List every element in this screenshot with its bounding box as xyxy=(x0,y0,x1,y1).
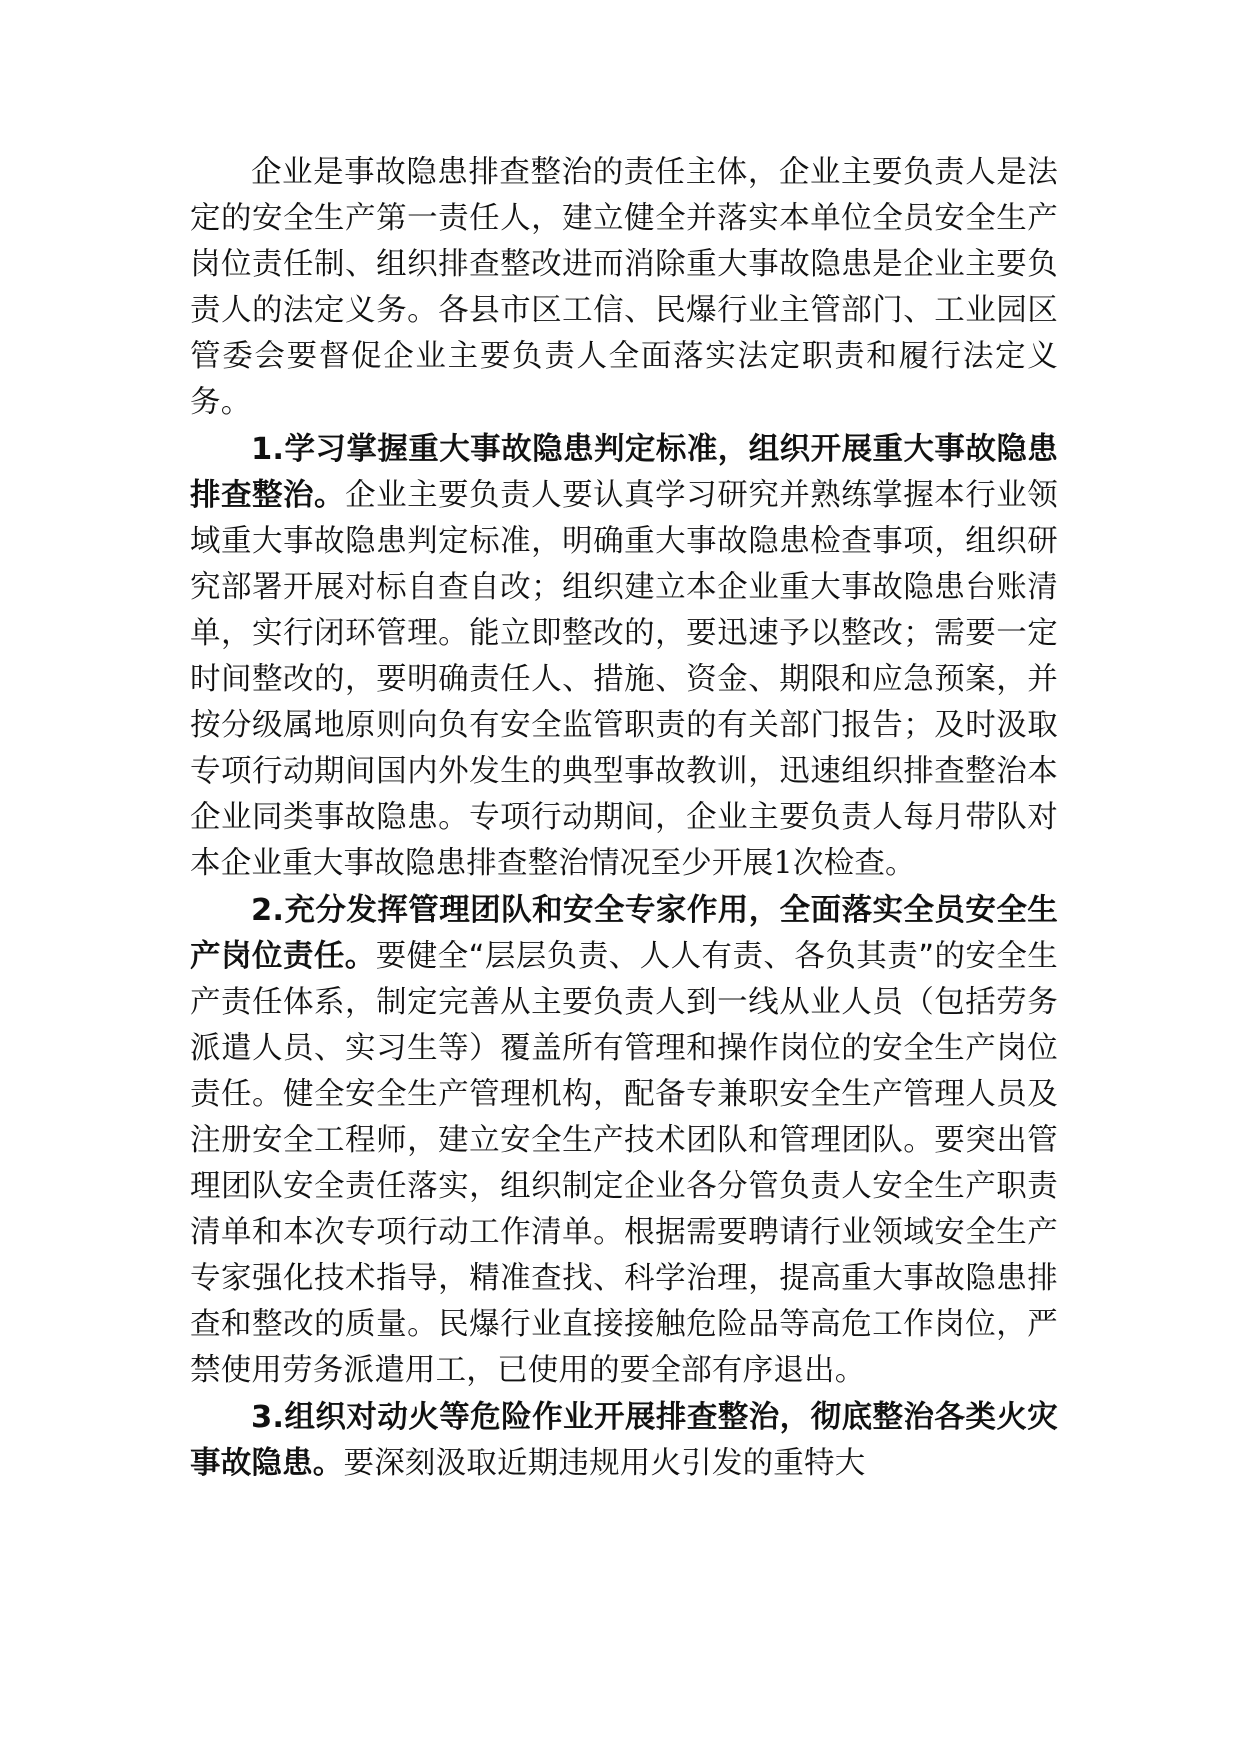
section-2-heading: 2.充分发挥管理团队和安全专家作用，全面落实全员安全生产岗位责任。 xyxy=(190,892,1058,974)
section-2-body: 要健全“层层负责、人人有责、各负其责”的安全生产责任体系，制定完善从主要负责人到一线从业人员（包括劳务派遣人员、实习生等）覆盖所有管理和操作岗位的安全生产岗位责任。健全安全生产管理机构，配备专兼职安全生产管理人员及注册安全工程师，建立安全生产技术团队和管理团队。要突出管理团队安全责任落实，组织制定企业各分管负责人安全生产职责清单和本次专项行动工作清单。根据需要聘请行业领域安全生产专家强化技术指导，精准查找、科学治理，提高重大事故隐患排查和整改的质量。民爆行业直接接触危险品等高危工作岗位，严禁使用劳务派遣用工，已使用的要全部有序退出。 xyxy=(190,938,1059,1389)
section-1-count: 1 xyxy=(773,846,793,882)
section-1-heading: 1.学习掌握重大事故隐患判定标准，组织开展重大事故隐患排查整治。 xyxy=(190,431,1058,513)
section-3-body: 要深刻汲取近期违规用火引发的重特大 xyxy=(343,1445,866,1481)
section-3-paragraph xyxy=(190,1395,1058,1487)
intro-paragraph-text: 企业是事故隐患排查整治的责任主体，企业主要负责人是法定的安全生产第一责任人，建立健全并落实本单位全员安全生产岗位责任制、组织排查整改进而消除重大事故隐患是企业主要负责人的法定义务。各县市区工信、民爆行业主管部门、工业园区管委会要督促企业主要负责人全面落实法定职责和履行法定义务。 xyxy=(190,155,1058,421)
section-1-tail: 次检查。 xyxy=(792,846,916,882)
section-2-paragraph xyxy=(190,888,1058,1395)
section-1-body: 企业主要负责人要认真学习研究并熟练掌握本行业领域重大事故隐患判定标准，明确重大事故隐患检查事项，组织研究部署开展对标自查自改；组织建立本企业重大事故隐患台账清单，实行闭环管理。能立即整改的，要迅速予以整改；需要一定时间整改的，要明确责任人、措施、资金、期限和应急预案，并按分级属地原则向负有安全监管职责的有关部门报告；及时汲取专项行动期间国内外发生的典型事故教训，迅速组织排查整治本企业同类事故隐患。专项行动期间，企业主要负责人每月带队对本企业重大事故隐患排查整治情况至少开展 xyxy=(190,477,1058,882)
document-page xyxy=(190,150,1058,1487)
section-1-paragraph xyxy=(190,427,1058,888)
section-3-heading: 3.组织对动火等危险作业开展排查整治，彻底整治各类火灾事故隐患。 xyxy=(190,1399,1058,1481)
intro-paragraph xyxy=(190,150,1058,427)
